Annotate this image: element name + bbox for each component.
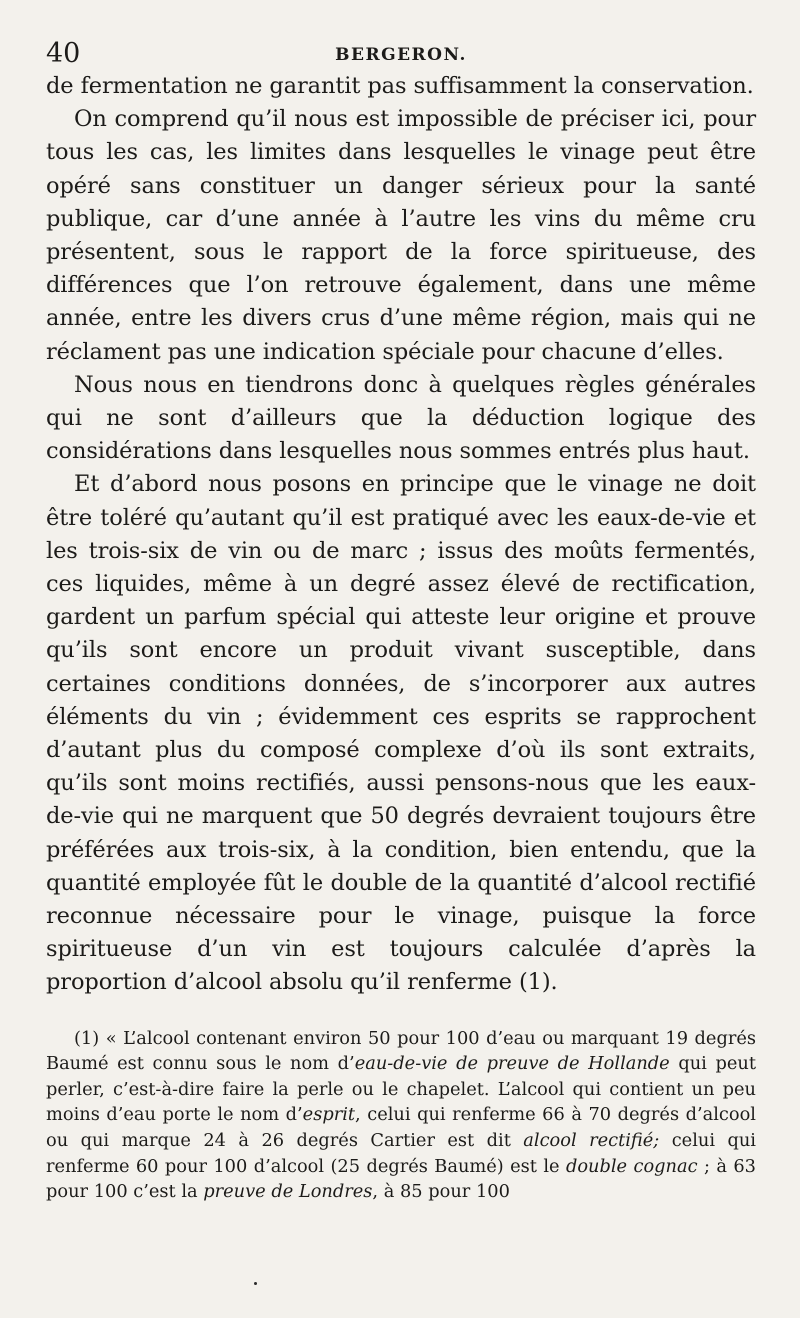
footnote-text [46,1026,756,1205]
footnote [46,1026,756,1205]
footnote-italic-term: eau-de-vie de preuve de Hollande [354,1053,670,1075]
paragraph: Et d’abord nous posons en principe que le vinage ne doit être toléré qu’autant qu’il est pratiqué avec les eaux-de-vie et les trois-six de vin ou de marc ; issus des moûts fermentés, ces liquides, même à un degré assez élevé de rectification, gardent un parfum spécial qui atteste leur origine et prouve qu’ils sont encore un produit vivant susceptible, dans certaines conditions données, de s’incorporer aux autres éléments du vin ; évidemment ces esprits se rapprochent d’autant plus du composé complexe d’où ils sont extraits, qu’ils sont moins rectifiés, aussi pensons-nous que les eaux-de-vie qui ne marquent que 50 degrés devraient toujours être préférées aux trois-six, à la condition, bien entendu, que la quantité employée fût le double de la quantité d’alcool rectifié reconnue nécessaire pour le vinage, puisque la force spiritueuse d’un vin est toujours calculée d’après la proportion d’alcool absolu qu’il renferme (1). [46,471,756,996]
paragraph-continued: de fermentation ne garantit pas suffisamment la conservation. [46,73,754,99]
running-head: BERGERON. [335,45,467,65]
print-speck [254,1282,257,1285]
footnote-text-run: celui qui renferme 60 pour 100 d’alcool (25 degrés Baumé) est le [46,1130,756,1177]
footnote-separator [46,1000,756,1026]
footnote-text-run: qui peut perler, c’est-à-dire faire la perle ou le chapelet. L’alcool qui contient un peu moins d’eau porte le nom d’ [46,1053,756,1126]
footnote-italic-term: esprit [302,1104,356,1126]
main-text [46,70,756,1000]
footnote-text-run: ; à 63 pour 100 c’est la [46,1155,756,1203]
footnote-text-run: , à 85 pour 100 [372,1181,510,1203]
page-header [46,38,756,70]
paragraph: On comprend qu’il nous est impossible de préciser ici, pour tous les cas, les limites dans lesquelles le vinage peut être opéré sans constituer un danger sérieux pour la santé publique, car d’une année à l’autre les vins du même cru présentent, sous le rapport de la force spiritueuse, des différences que l’on retrouve également, dans une même année, entre les divers crus d’une même région, mais qui ne réclament pas une indication spéciale pour chacune d’elles. [46,106,756,365]
footnote-italic-term: preuve de Londres [203,1181,373,1203]
paragraph: Nous nous en tiendrons donc à quelques règles générales qui ne sont d’ailleurs que la déduction logique des considérations dans lesquelles nous sommes entrés plus haut. [46,371,756,465]
footnote-text-run: (1) « L’alcool contenant environ 50 pour 100 d’eau ou marquant 19 degrés Baumé est connu sous le nom d’ [46,1027,756,1075]
footnote-italic-term: alcool rectifié; [523,1130,660,1152]
footnote-italic-term: double cognac [565,1155,698,1177]
page-number: 40 [46,38,81,69]
footnote-text-run: , celui qui renferme 66 à 70 degrés d’alcool ou qui marque 24 à 26 degrés Cartier est dit [46,1104,756,1152]
